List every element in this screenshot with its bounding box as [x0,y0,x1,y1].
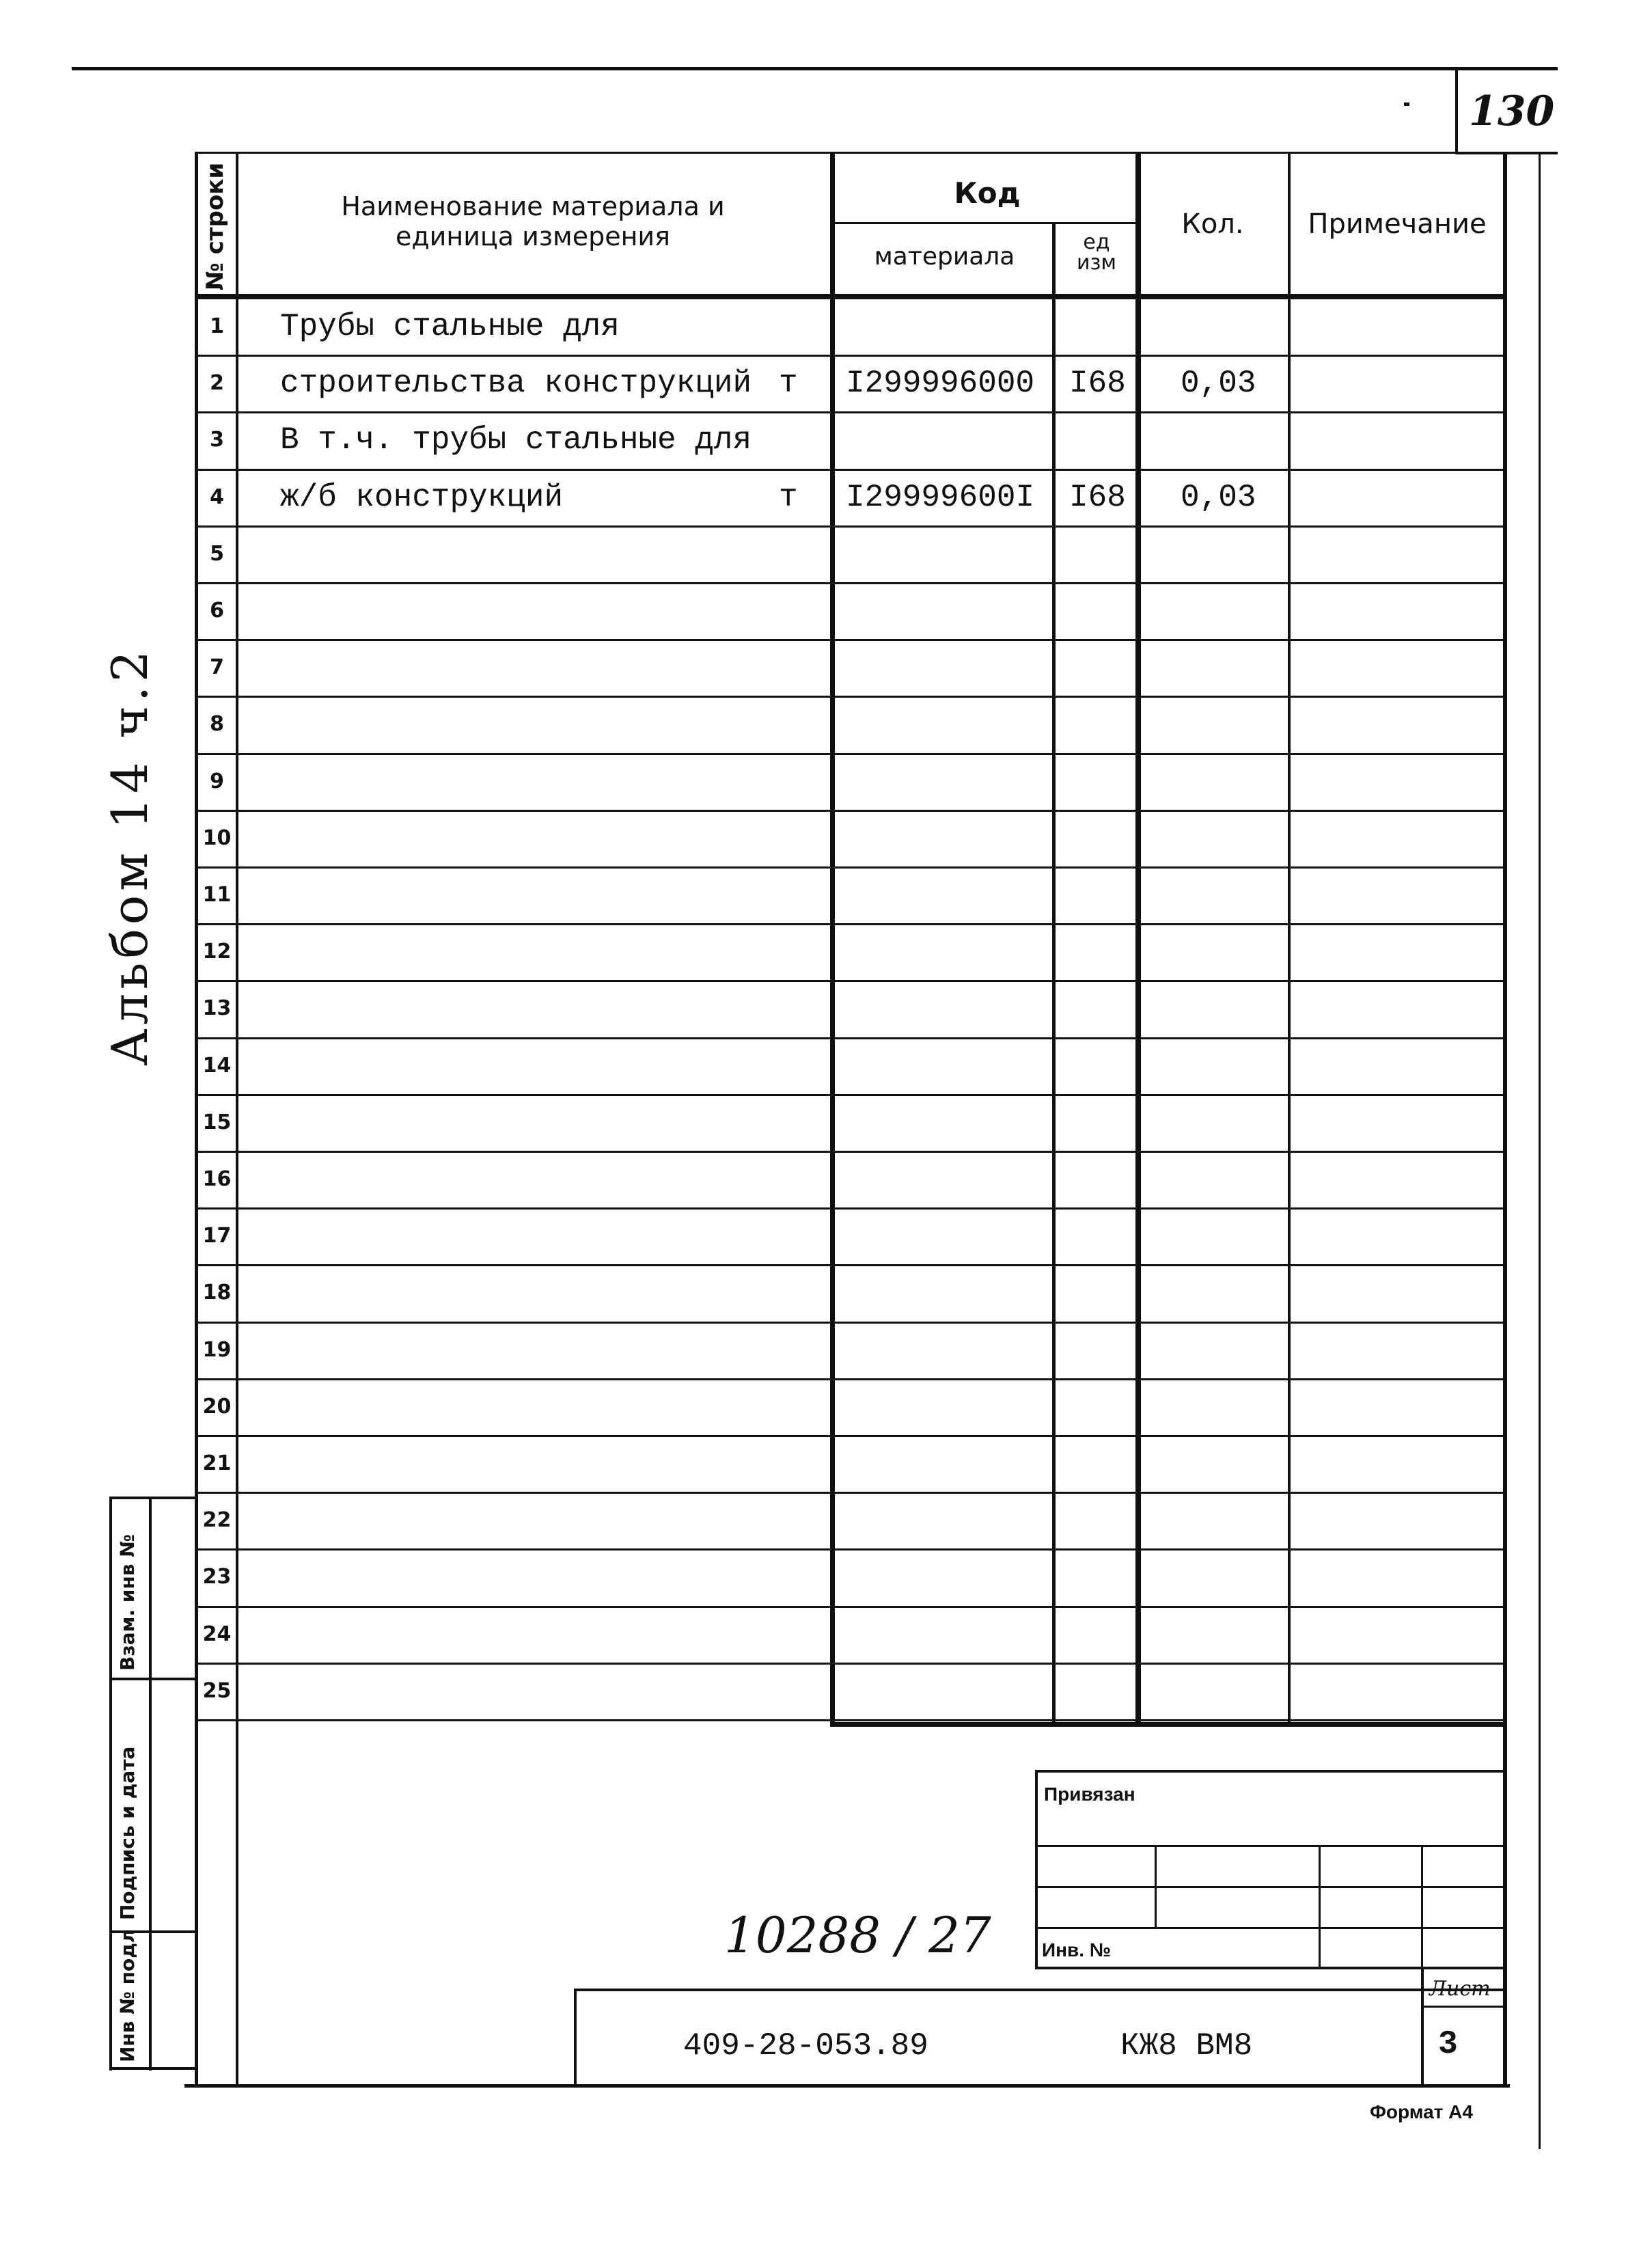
row-ed: I68 [1069,479,1126,515]
row-ed: I68 [1069,366,1126,402]
header-code-material: материала [874,243,1015,271]
tb-sheet: 3 [1438,2026,1458,2063]
row-line [195,923,1506,925]
row-line [195,469,1506,471]
tb-sheet-div [1421,2006,1506,2008]
row-name: В т.ч. трубы стальные для [280,422,752,459]
row-number: 21 [202,1451,232,1475]
row-line [195,411,1506,413]
row-number: 16 [202,1167,232,1191]
stamp-top [109,1497,195,1499]
row-qty: 0,03 [1181,366,1256,402]
tb-h2 [1035,1886,1506,1888]
row-number: 19 [202,1337,232,1362]
header-bottom [195,294,1506,299]
stamp-inv-podl: Инв № подл [116,1928,139,2062]
row-line [195,866,1506,869]
stamp-podpis: Подпись и дата [116,1746,139,1920]
stamp-left [109,1497,112,2071]
tb-h4 [1035,1967,1506,1969]
row-unit: т [779,479,798,515]
tb-inv-no: Инв. № [1042,1939,1112,1960]
row-line [195,1606,1506,1608]
row-line [195,525,1506,528]
page-number: 130 [1469,87,1555,135]
row-line [195,696,1506,698]
stamp-vzam: Взам. инв № [116,1534,139,1671]
format-label: Формат А4 [1370,2101,1473,2122]
top-rule [72,67,1558,70]
row-line [195,582,1506,584]
header-top [195,152,1506,154]
row-number: 23 [202,1565,232,1589]
row-line [195,355,1506,357]
header-name: Наименование материала и единица измерения [341,191,725,251]
header-qty: Кол. [1181,208,1244,240]
row-number: 25 [202,1678,232,1703]
row-number: 12 [202,940,232,964]
tb-doc-code: 409-28-053.89 [683,2028,928,2064]
tb-main-top [574,1989,1506,1991]
row-name: строительства конструкций [280,366,752,402]
row-number: 8 [210,712,224,737]
row-unit: т [779,366,798,402]
row-name: Трубы стальные для [280,309,620,344]
stamp-bottom [109,2067,195,2070]
table-bottom [830,1722,1506,1727]
stray-mark [1404,103,1409,106]
row-number: 24 [202,1622,232,1646]
col-divider-unit [1135,152,1141,1727]
row-number: 15 [202,1110,232,1134]
header-row-no: № строки [202,162,229,290]
tb-privyazan-left [1035,1770,1038,1968]
tb-list-label: Лист [1429,1977,1491,2001]
tb-v1 [1155,1845,1157,1927]
tb-main-left [574,1989,577,2088]
frame-right [1503,152,1507,2086]
row-number: 9 [210,769,224,793]
code-subheader-line [833,222,1141,224]
row-number: 6 [210,599,224,623]
row-line [195,753,1506,755]
row-line [195,810,1506,812]
row-number: 18 [202,1281,232,1305]
row-line [195,980,1506,982]
row-line [195,1037,1506,1039]
frame-bottom [184,2084,1510,2088]
tb-sheet-left [1421,1968,1424,2088]
tb-doc-mark: КЖ8 ВМ8 [1120,2028,1253,2064]
album-note: Альбом 14 ч.2 [101,646,159,1066]
stamp-inner [149,1497,152,2071]
row-line [195,1264,1506,1266]
row-line [195,1719,1506,1721]
row-number: 4 [210,484,224,509]
header-code: Код [954,176,1021,210]
header-code-unit: ед изм [1076,230,1117,275]
tb-privyazan: Привязан [1044,1784,1135,1805]
tb-handwritten-no: 10288 / 27 [724,1907,991,1964]
row-code: I299996000 [846,366,1035,402]
row-line [195,1322,1506,1324]
row-number: 7 [210,655,224,680]
row-number: 2 [210,371,224,396]
row-name: ж/б конструкций [280,479,564,515]
header-note: Примечание [1308,208,1487,240]
row-number: 11 [202,883,232,907]
row-number: 1 [210,314,224,338]
col-divider-rowno [236,152,238,2086]
tb-privyazan-top [1035,1770,1506,1773]
row-line [195,1151,1506,1153]
row-qty: 0,03 [1181,479,1256,515]
row-number: 3 [210,428,224,452]
row-number: 13 [202,996,232,1021]
row-number: 22 [202,1508,232,1533]
tb-h3 [1035,1927,1506,1929]
outer-right-edge [1539,154,1541,2149]
row-number: 20 [202,1394,232,1419]
row-line [195,1378,1506,1380]
row-number: 17 [202,1224,232,1248]
row-line [195,1435,1506,1437]
row-line [195,1207,1506,1210]
row-line [195,1548,1506,1550]
row-line [195,639,1506,641]
row-line [195,1663,1506,1665]
col-divider-name [830,152,835,1727]
row-number: 10 [202,825,232,850]
row-line [195,1492,1506,1494]
stamp-div-1 [109,1678,195,1680]
row-code: I29999600I [846,479,1035,515]
col-divider-qty [1288,152,1291,1727]
page-number-box-left [1455,68,1458,154]
tb-v3 [1421,1845,1423,1968]
row-line [195,1094,1506,1096]
tb-v2 [1319,1845,1321,1968]
row-number: 14 [202,1053,232,1078]
col-divider-code [1052,222,1056,1725]
tb-h1 [1035,1845,1506,1847]
row-number: 5 [210,541,224,566]
